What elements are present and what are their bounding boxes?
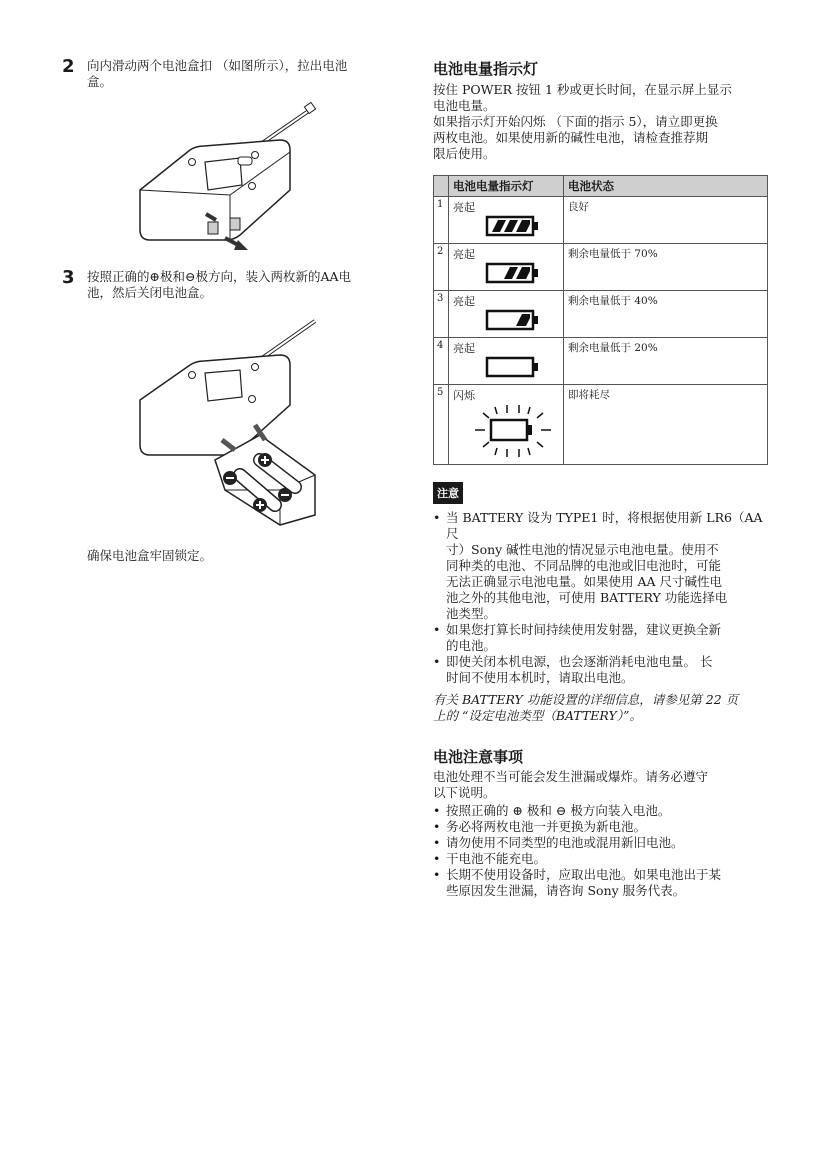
table-row <box>434 291 768 338</box>
step-2-number: 2 <box>62 56 75 77</box>
note-1-line-5: 池之外的其他电池，可使用 BATTERY 功能选择电 <box>446 590 728 605</box>
step-3-text <box>87 269 351 301</box>
precautions-intro-line-1: 电池处理不当可能会发生泄漏或爆炸。请务必遵守 <box>433 769 709 784</box>
status-cell: 剩余电量低于 70% <box>564 244 768 291</box>
indicator-cell <box>449 244 564 291</box>
battery-indicator-table <box>433 175 768 465</box>
status-cell: 即将耗尽 <box>564 385 768 465</box>
indicator-section-title: 电池电量指示灯 <box>433 60 539 78</box>
status-cell: 剩余电量低于 40% <box>564 291 768 338</box>
indicator-state: 亮起 <box>453 248 475 261</box>
table-row <box>434 385 768 465</box>
list-item <box>433 510 778 622</box>
indicator-para-1-line-2: 电池电量。 <box>433 98 496 113</box>
precautions-title: 电池注意事项 <box>433 748 524 766</box>
step-2-line-2: 盒。 <box>87 74 113 89</box>
precautions-intro-line-2: 以下说明。 <box>433 785 496 800</box>
indicator-state: 亮起 <box>453 295 475 308</box>
precautions-list <box>433 803 778 899</box>
battery-setting-reference <box>433 692 778 724</box>
list-item: • 请勿使用不同类型的电池或混用新旧电池。 <box>433 835 778 851</box>
indicator-cell <box>449 338 564 385</box>
battery-one-third-icon <box>485 309 545 331</box>
list-item <box>433 622 778 654</box>
list-item <box>433 867 778 899</box>
battery-empty-icon <box>485 356 545 378</box>
step-2-text <box>87 58 347 90</box>
note-1-line-3: 同种类的电池、不同品牌的电池或旧电池时，可能 <box>446 558 722 573</box>
precaution-5-line-2: 些原因发生泄漏，请咨询 Sony 服务代表。 <box>446 883 686 898</box>
indicator-state: 闪烁 <box>453 389 475 402</box>
note-1-line-2: 寸）Sony 碱性电池的情况显示电池电量。使用不 <box>446 542 719 557</box>
list-item: • 干电池不能充电。 <box>433 851 778 867</box>
battery-full-icon <box>485 215 545 237</box>
indicator-cell <box>449 197 564 244</box>
battery-two-thirds-icon <box>485 262 545 284</box>
note-3-line-2: 时间不使用本机时，请取出电池。 <box>446 670 634 685</box>
status-cell: 良好 <box>564 197 768 244</box>
indicator-para-2-line-1: 如果指示灯开始闪烁 （下面的指示 5），请立即更换 <box>433 114 718 129</box>
list-item <box>433 654 778 686</box>
lock-confirm-text: 确保电池盒牢固锁定。 <box>87 548 213 563</box>
note-2-line-1: • 如果您打算长时间持续使用发射器，建议更换全新 <box>446 622 722 637</box>
header-indicator: 电池电量指示灯 <box>449 176 564 197</box>
indicator-cell <box>449 385 564 465</box>
note-badge-label: 注意 <box>433 482 463 504</box>
row-number: 4 <box>434 338 449 385</box>
row-number: 2 <box>434 244 449 291</box>
note-1-line-6: 池类型。 <box>446 606 497 621</box>
list-item: • 按照正确的 ⊕ 极和 ⊖ 极方向装入电池。 <box>433 803 778 819</box>
step-3-line-1: 按照正确的⊕极和⊖极方向，装入两枚新的AA电 <box>87 269 352 284</box>
indicator-state: 亮起 <box>453 201 475 214</box>
indicator-para-1-line-1: 按住 POWER 按钮 1 秒或更长时间，在显示屏上显示 <box>433 82 732 97</box>
indicator-para-2-line-2: 两枚电池。如果使用新的碱性电池，请检查推荐期 <box>433 130 709 145</box>
table-row <box>434 197 768 244</box>
list-item: • 务必将两枚电池一并更换为新电池。 <box>433 819 778 835</box>
note-badge <box>433 482 463 504</box>
status-cell: 剩余电量低于 20% <box>564 338 768 385</box>
row-number: 1 <box>434 197 449 244</box>
precautions-intro <box>433 769 778 801</box>
step-2-line-1: 向内滑动两个电池盒扣 （如图所示），拉出电池 <box>87 58 348 73</box>
note-3-line-1: • 即使关闭本机电源，也会逐渐消耗电池电量。 长 <box>446 654 713 669</box>
indicator-cell <box>449 291 564 338</box>
battery-blinking-icon <box>463 403 559 459</box>
header-status: 电池状态 <box>564 176 768 197</box>
table-header-row <box>434 176 768 197</box>
note-list <box>433 510 778 686</box>
indicator-intro <box>433 82 778 162</box>
note-1-line-1: • 当 BATTERY 设为 TYPE1 时，将根据使用新 LR6（AA 尺 <box>446 510 763 541</box>
table-row <box>434 244 768 291</box>
step-3-number: 3 <box>62 267 75 288</box>
reference-line-2: 上的 “设定电池类型（BATTERY）”。 <box>433 708 642 723</box>
indicator-state: 亮起 <box>453 342 475 355</box>
row-number: 5 <box>434 385 449 465</box>
note-2-line-2: 的电池。 <box>446 638 497 653</box>
battery-case-slide-illustration <box>130 100 330 260</box>
table-row <box>434 338 768 385</box>
header-blank <box>434 176 449 197</box>
row-number: 3 <box>434 291 449 338</box>
indicator-para-2-line-3: 限后使用。 <box>433 146 496 161</box>
reference-line-1: 有关 BATTERY 功能设置的详细信息，请参见第 22 页 <box>433 692 739 707</box>
precaution-5-line-1: • 长期不使用设备时，应取出电池。如果电池出于某 <box>446 867 722 882</box>
battery-insertion-illustration <box>130 315 330 540</box>
step-3-line-2: 池，然后关闭电池盒。 <box>87 285 213 300</box>
note-1-line-4: 无法正确显示电池电量。如果使用 AA 尺寸碱性电 <box>446 574 723 589</box>
